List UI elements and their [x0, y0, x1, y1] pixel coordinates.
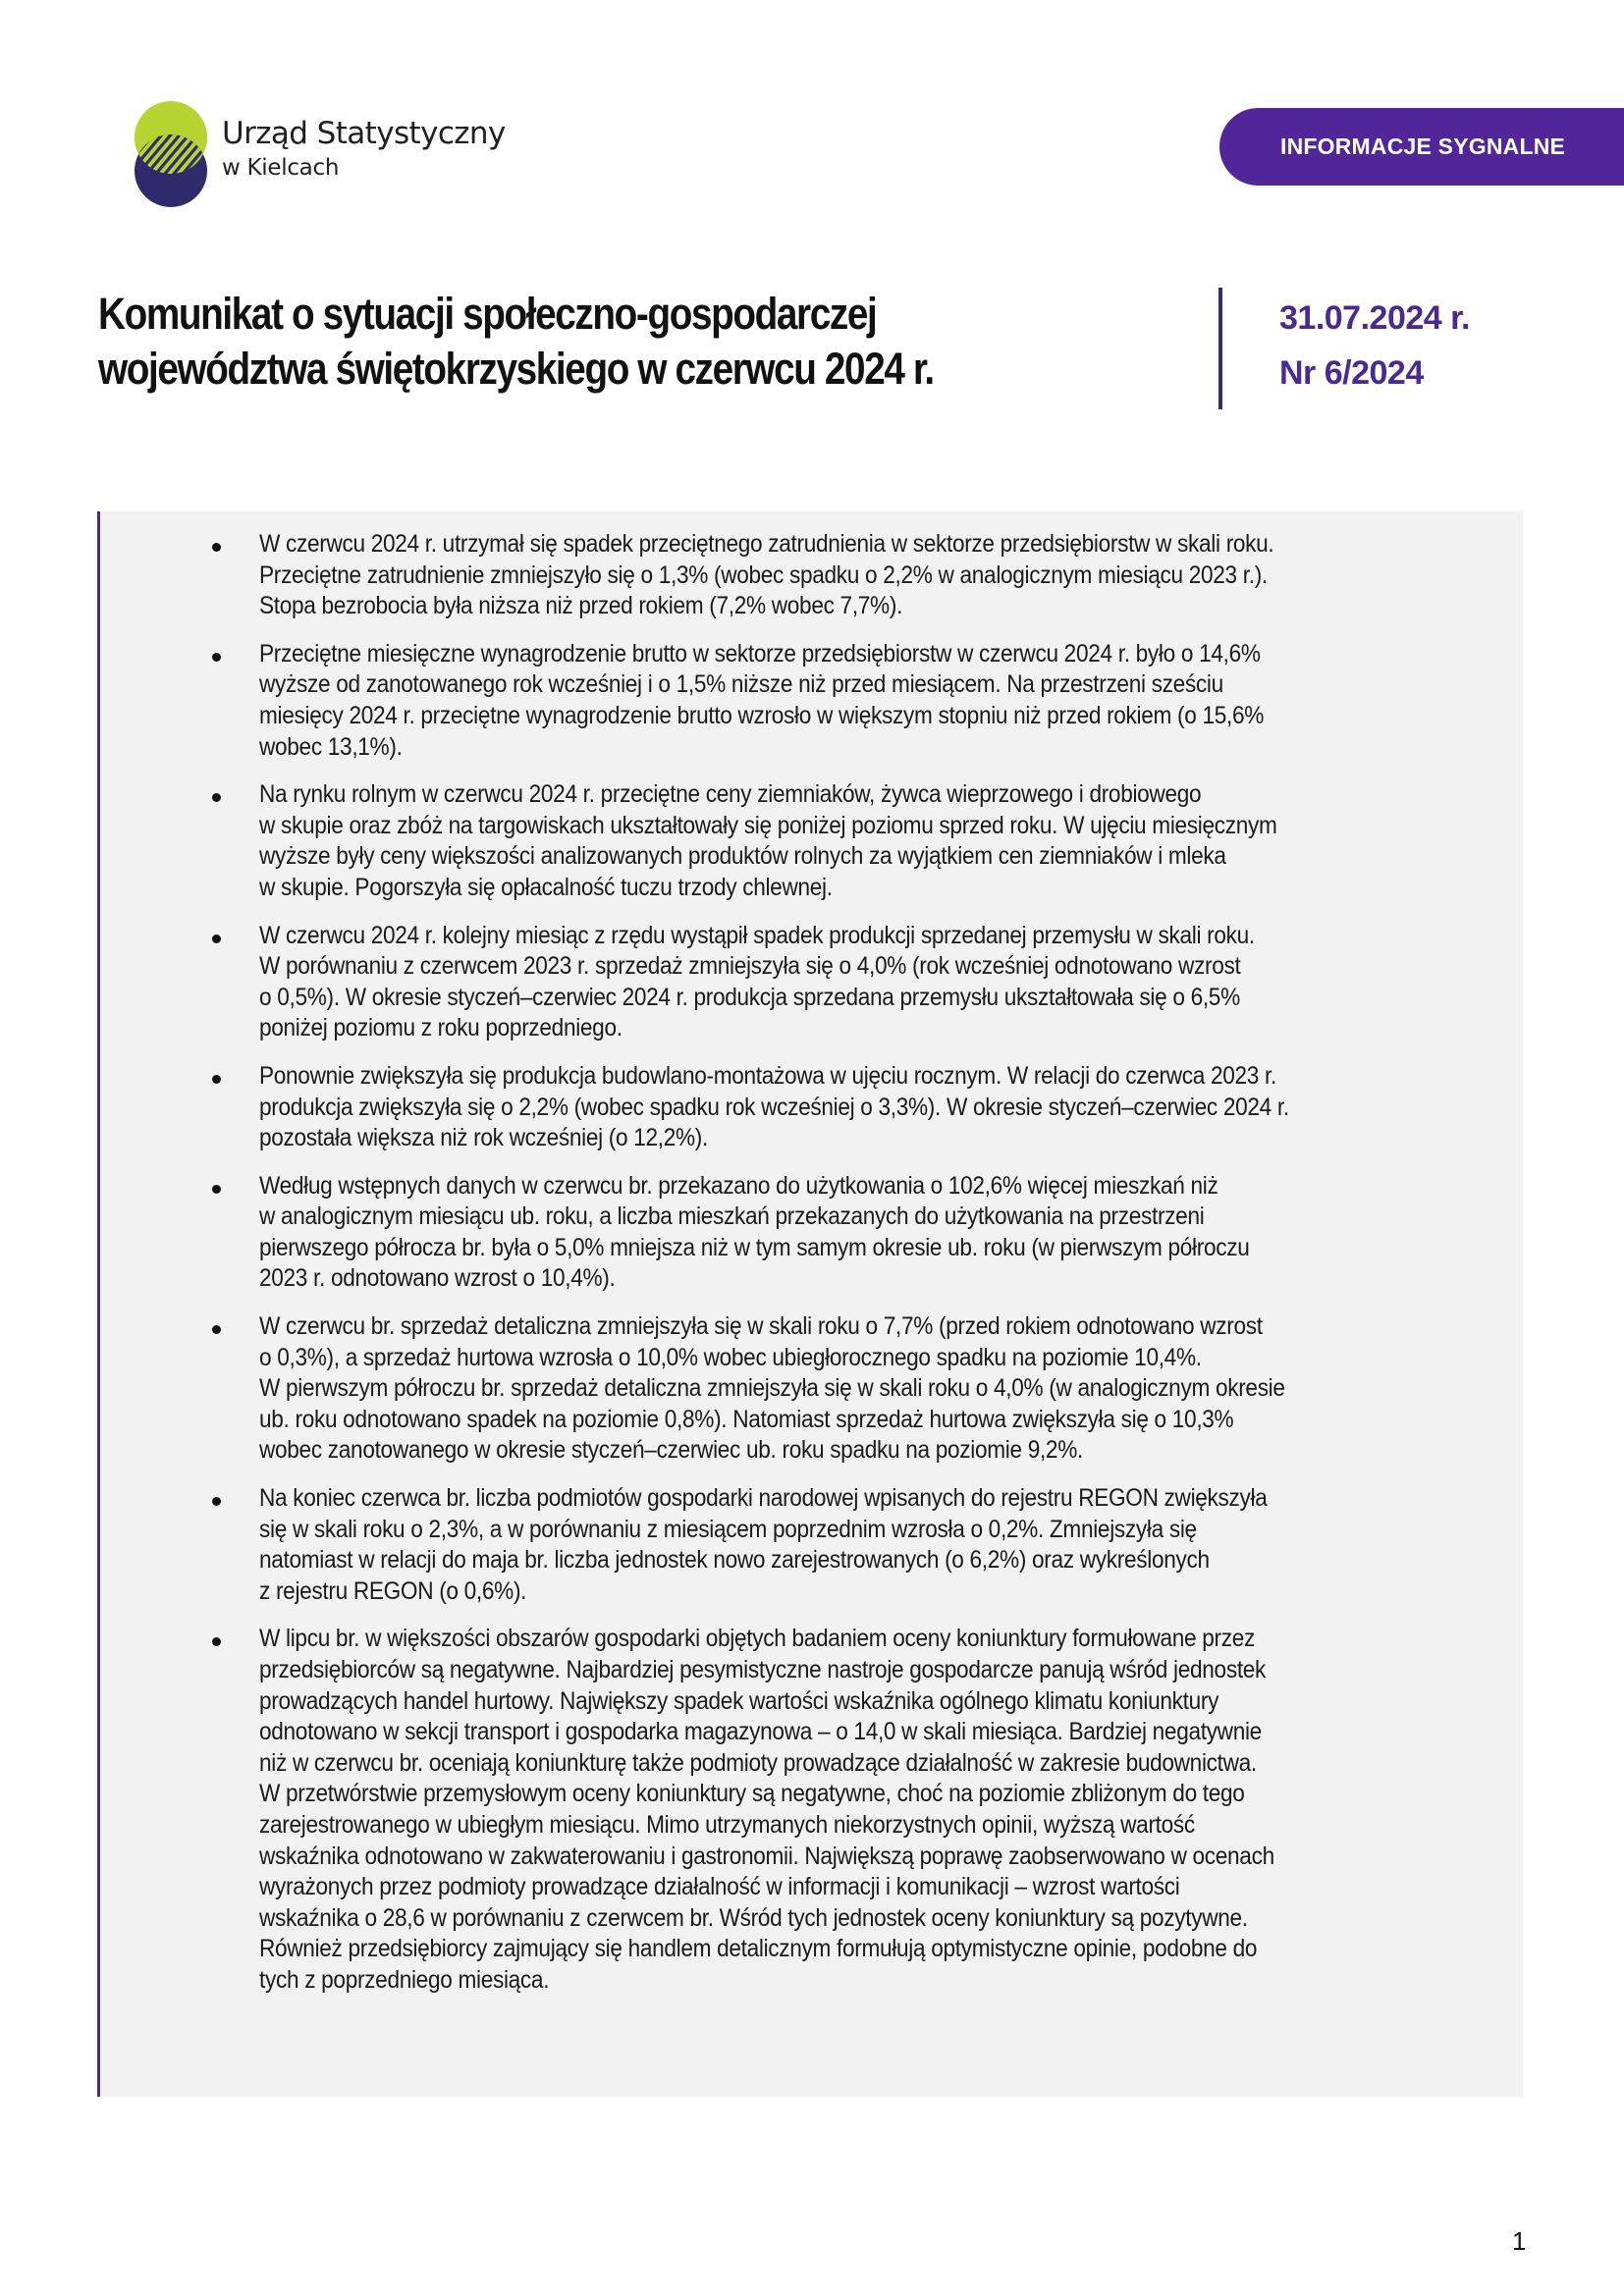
title-line: województwa świętokrzyskiego w czerwcu 2024 r.	[98, 344, 934, 394]
bullet-icon	[212, 934, 221, 943]
summary-bullet-list	[100, 529, 1523, 2013]
logo-text	[222, 116, 506, 183]
bullet-icon	[212, 543, 221, 552]
bullet-text-line: w analogicznym miesiącu ub. roku, a liczba mieszkań przekazanych do użytkowania na przestrzeni	[259, 1202, 1205, 1231]
bullet-text-line: Przeciętne miesięczne wynagrodzenie brutto w sektorze przedsiębiorstw w czerwcu 2024 r. było o 14,6%	[259, 639, 1261, 667]
bullet-text-line: w skupie oraz zbóż na targowiskach ukształtowały się poniżej poziomu sprzed roku. W ujęciu miesięcznym	[259, 811, 1277, 839]
document-title	[98, 287, 1198, 397]
summary-bullet	[100, 1061, 1523, 1154]
bullet-icon	[212, 793, 221, 802]
title-line: Komunikat o sytuacji społeczno-gospodarczej	[98, 289, 877, 339]
bullet-text-line: Stopa bezrobocia była niższa niż przed rokiem (7,2% wobec 7,7%).	[259, 592, 903, 620]
bullet-text-line: o 0,3%), a sprzedaż hurtowa wzrosła o 10,0% wobec ubiegłorocznego spadku na poziomie 10,4%.	[259, 1343, 1202, 1371]
bullet-icon	[212, 1325, 221, 1334]
bullet-text-line: przedsiębiorców są negatywne. Najbardziej pesymistyczne nastroje gospodarcze panują wśród jednostek	[259, 1656, 1267, 1683]
bullet-text-line: ub. roku odnotowano spadek na poziomie 0,8%). Natomiast sprzedaż hurtowa zwiększyła się o 10,3%	[259, 1405, 1234, 1433]
bullet-text-line: W czerwcu 2024 r. utrzymał się spadek przeciętnego zatrudnienia w sektorze przedsiębiorstw w skali roku.	[259, 530, 1274, 558]
bullet-text-line: wyższe były ceny większości analizowanych produktów rolnych za wyjątkiem cen ziemniaków i mleka	[259, 842, 1226, 871]
summary-bullet	[100, 639, 1523, 763]
publication-date: 31.07.2024 r.	[1279, 299, 1470, 337]
publication-type-label: INFORMACJE SYGNALNE	[1280, 133, 1566, 159]
bullet-text-line: Na koniec czerwca br. liczba podmiotów gospodarki narodowej wpisanych do rejestru REGON zwiększyła	[259, 1484, 1268, 1513]
gus-logo	[128, 98, 216, 211]
bullet-text-line: Ponownie zwiększyła się produkcja budowlano-montażowa w ujęciu rocznym. W relacji do czerwca 2023 r.	[259, 1061, 1276, 1090]
summary-bullet	[100, 529, 1523, 622]
bullet-text-line: natomiast w relacji do maja br. liczba jednostek nowo zarejestrowanych (o 6,2%) oraz wykreślonych	[259, 1546, 1210, 1575]
bullet-icon	[212, 653, 221, 662]
page-number: 1	[1512, 2226, 1527, 2256]
summary-bullet	[100, 1483, 1523, 1607]
summary-bullet	[100, 779, 1523, 903]
bullet-text-line: się w skali roku o 2,3%, a w porównaniu z miesiącem poprzednim wzrosła o 0,2%. Zmniejszyła się	[259, 1515, 1197, 1543]
bullet-text-line: miesięcy 2024 r. przeciętne wynagrodzenie brutto wzrosło w większym stopniu niż przed rokiem (o 15,6%	[259, 701, 1265, 729]
bullet-icon	[212, 1497, 221, 1506]
bullet-text-line: 2023 r. odnotowano wzrost o 10,4%).	[259, 1264, 616, 1293]
publication-number: Nr 6/2024	[1279, 354, 1424, 392]
bullet-text-line: W pierwszym półroczu br. sprzedaż detaliczna zmniejszyła się w skali roku o 4,0% (w analogicznym okresie	[259, 1374, 1285, 1403]
bullet-text-line: W porównaniu z czerwcem 2023 r. sprzedaż zmniejszyła się o 4,0% (rok wcześniej odnotowano wzrost	[259, 952, 1241, 981]
summary-box	[97, 511, 1523, 2097]
bullet-text-line: wskaźnika odnotowano w zakwaterowaniu i gastronomii. Największą poprawę zaobserwowano w ocenach	[259, 1842, 1274, 1870]
summary-bullet	[100, 1311, 1523, 1467]
bullet-text-line: odnotowano w sekcji transport i gospodarka magazynowa – o 14,0 w skali miesiąca. Bardziej negatywnie	[259, 1718, 1262, 1746]
bullet-text-line: W czerwcu 2024 r. kolejny miesiąc z rzędu wystąpił spadek produkcji sprzedanej przemysłu w skali roku.	[259, 921, 1255, 949]
bullet-icon	[212, 1075, 221, 1084]
bullet-text-line: wyrażonych przez podmioty prowadzące działalność w informacji i komunikacji – wzrost wartości	[259, 1873, 1180, 1901]
bullet-text-line: wskaźnika o 28,6 w porównaniu z czerwcem br. Wśród tych jednostek oceny koniunktury są pozytywne.	[259, 1903, 1248, 1932]
summary-bullet	[100, 1171, 1523, 1295]
institution-name: Urząd Statystyczny	[222, 116, 506, 151]
summary-bullet	[100, 1624, 1523, 1996]
bullet-text-line: Według wstępnych danych w czerwcu br. przekazano do użytkowania o 102,6% więcej mieszkań niż	[259, 1171, 1218, 1200]
bullet-text-line: o 0,5%). W okresie styczeń–czerwiec 2024 r. produkcja sprzedana przemysłu ukształtowała się o 6,5%	[259, 983, 1240, 1011]
bullet-text-line: Na rynku rolnym w czerwcu 2024 r. przeciętne ceny ziemniaków, żywca wieprzowego i drobiowego	[259, 780, 1202, 809]
bullet-text-line: prowadzących handel hurtowy. Największy spadek wartości wskaźnika ogólnego klimatu koniunktury	[259, 1686, 1219, 1715]
bullet-text-line: pierwszego półrocza br. była o 5,0% mniejsza niż w tym samym okresie ub. roku (w pierwszym półroczu	[259, 1233, 1250, 1261]
summary-bullet	[100, 921, 1523, 1044]
bullet-text-line: wobec 13,1%).	[259, 732, 403, 761]
bullet-icon	[212, 1637, 221, 1646]
bullet-icon	[212, 1185, 221, 1194]
bullet-text-line: W czerwcu br. sprzedaż detaliczna zmniejszyła się w skali roku o 7,7% (przed rokiem odnotowano wzrost	[259, 1312, 1263, 1341]
title-divider	[1218, 288, 1222, 409]
bullet-text-line: wobec zanotowanego w okresie styczeń–czerwiec ub. roku spadku na poziomie 9,2%.	[259, 1436, 1083, 1465]
institution-location: w Kielcach	[222, 155, 340, 181]
publication-type-badge	[1219, 108, 1624, 186]
bullet-text-line: niż w czerwcu br. oceniają koniunkturę także podmioty prowadzące działalność w zakresie budownictwa.	[259, 1748, 1257, 1777]
bullet-text-line: pozostała większa niż rok wcześniej (o 12,2%).	[259, 1124, 708, 1152]
bullet-text-line: w skupie. Pogorszyła się opłacalność tuczu trzody chlewnej.	[259, 873, 833, 901]
gus-circles-logo-icon	[128, 98, 216, 211]
bullet-text-line: Przeciętne zatrudnienie zmniejszyło się o 1,3% (wobec spadku o 2,2% w analogicznym miesiącu 2023 r.).	[259, 561, 1268, 589]
bullet-text-line: z rejestru REGON (o 0,6%).	[259, 1576, 527, 1605]
bullet-text-line: zarejestrowanego w ubiegłym miesiącu. Mimo utrzymanych niekorzystnych opinii, wyższą wartość	[259, 1810, 1195, 1839]
bullet-text-line: W lipcu br. w większości obszarów gospodarki objętych badaniem oceny koniunktury formułowane przez	[259, 1625, 1255, 1653]
bullet-text-line: poniżej poziomu z roku poprzedniego.	[259, 1014, 623, 1042]
bullet-text-line: produkcja zwiększyła się o 2,2% (wobec spadku rok wcześniej o 3,3%). W okresie styczeń–czerwiec 2024 r.	[259, 1093, 1289, 1121]
bullet-text-line: tych z poprzedniego miesiąca.	[259, 1965, 550, 1994]
bullet-text-line: Również przedsiębiorcy zajmujący się handlem detalicznym formułują optymistyczne opinie, podobne do	[259, 1935, 1258, 1963]
publication-meta	[1279, 291, 1470, 400]
bullet-text-line: wyższe od zanotowanego rok wcześniej i o 1,5% niższe niż przed miesiącem. Na przestrzeni sześciu	[259, 670, 1223, 699]
bullet-text-line: W przetwórstwie przemysłowym oceny koniunktury są negatywne, choć na poziomie zbliżonym do tego	[259, 1780, 1245, 1808]
